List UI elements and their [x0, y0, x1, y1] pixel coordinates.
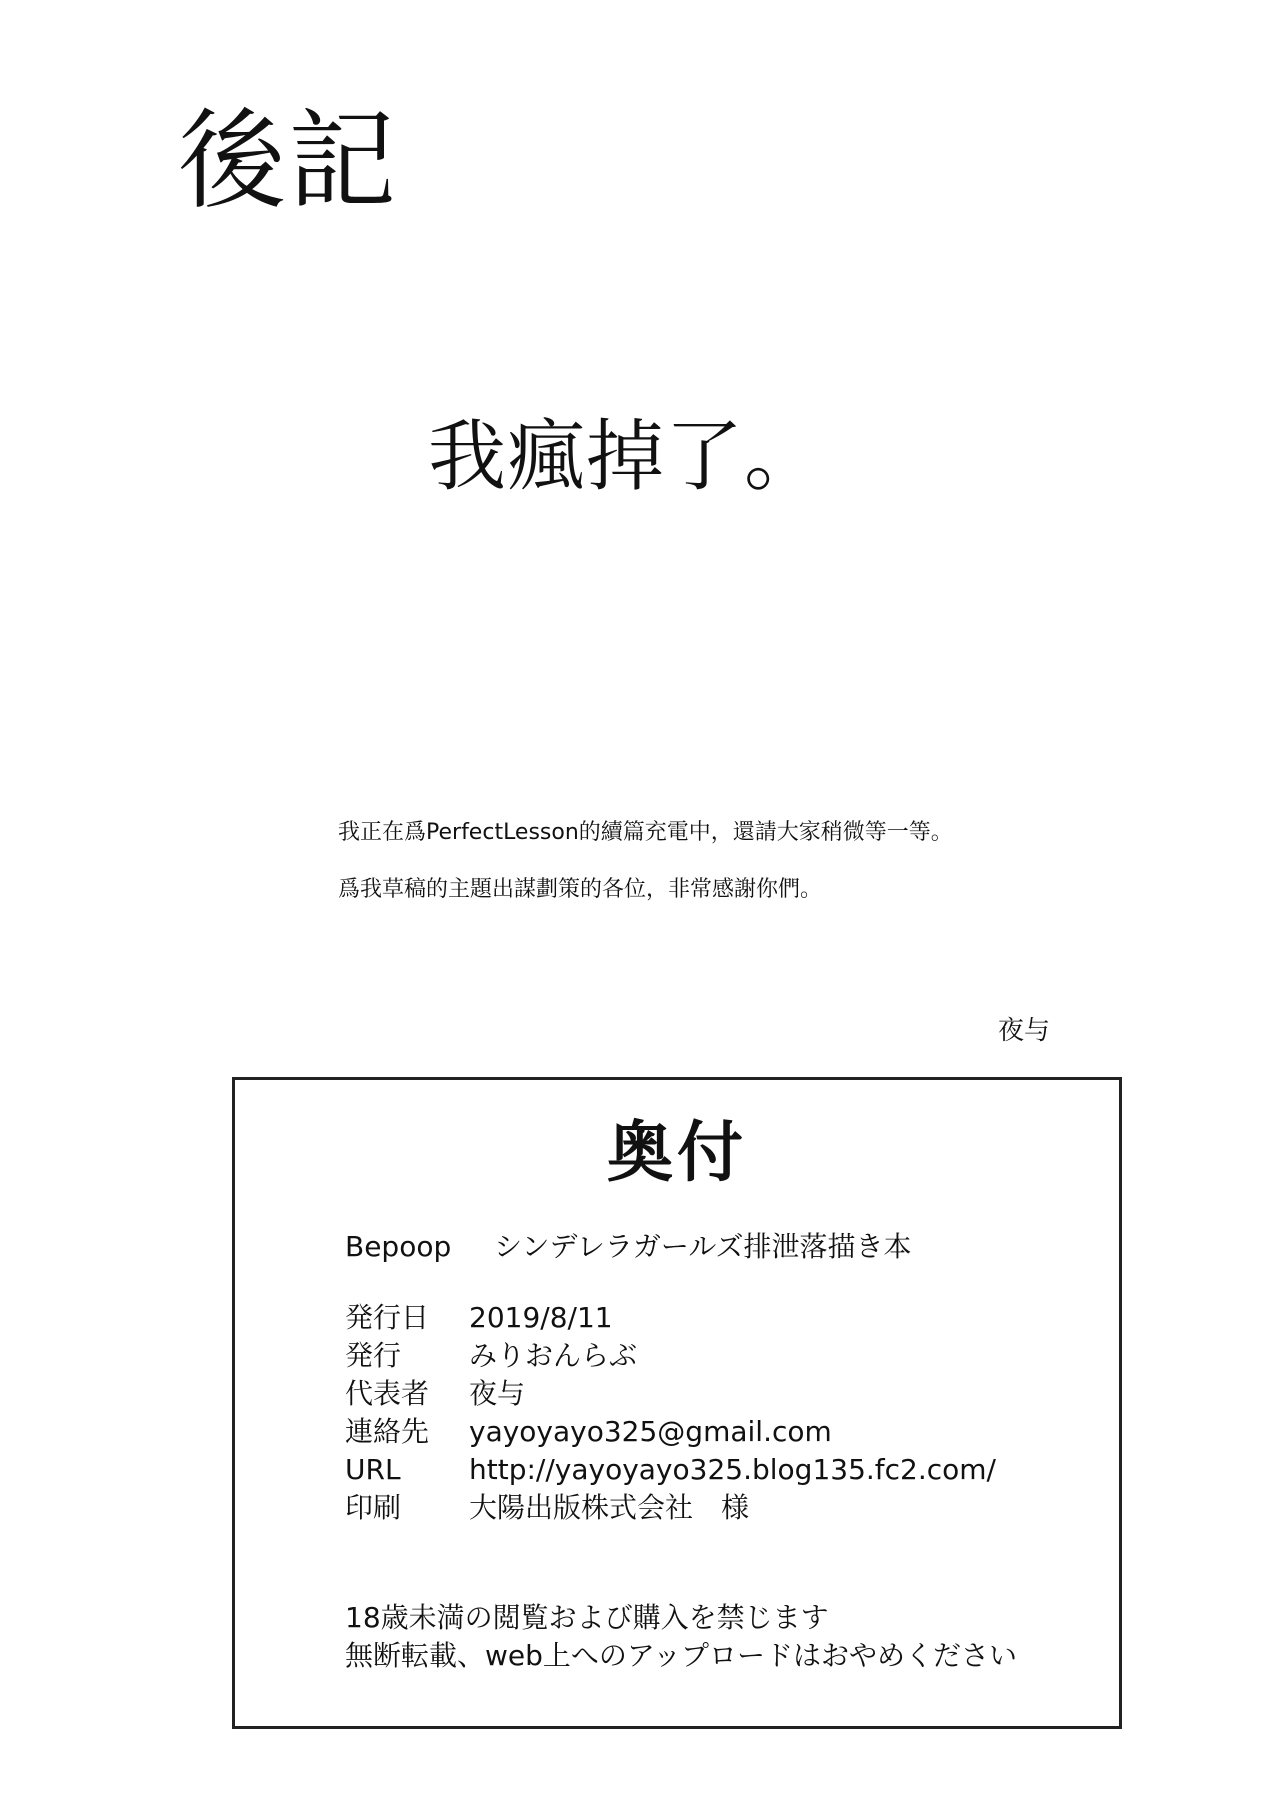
detail-label: 発行日: [345, 1301, 430, 1334]
contact-email: yayoyayo325@gmail.com: [469, 1415, 832, 1448]
detail-label: 印刷: [345, 1491, 402, 1524]
detail-value: みりおんらぶ: [469, 1339, 638, 1372]
colophon-details: [345, 1301, 996, 1532]
detail-label: 連絡先: [345, 1415, 430, 1448]
colophon-title: 奥付: [607, 1114, 747, 1191]
circle-name: Bepoop: [345, 1230, 452, 1263]
book-title-line: [345, 1230, 912, 1263]
detail-row-publisher: [345, 1339, 996, 1380]
detail-row-representative: [345, 1377, 996, 1418]
website-url: http://yayoyayo325.blog135.fc2.com/: [469, 1453, 996, 1486]
detail-label: URL: [345, 1453, 401, 1486]
colophon-notices: [345, 1601, 1017, 1680]
detail-row-url: [345, 1453, 996, 1494]
detail-row-contact: [345, 1415, 996, 1456]
detail-label: 発行: [345, 1339, 402, 1372]
detail-row-publish-date: [345, 1301, 996, 1342]
detail-value: 大陽出版株式会社 様: [469, 1491, 750, 1524]
detail-label: 代表者: [345, 1377, 430, 1410]
age-restriction-notice: 18歳未満の閲覧および購入を禁じます: [345, 1601, 829, 1634]
afterword-body-line: 我正在爲PerfectLesson的續篇充電中，還請大家稍微等一等。: [338, 820, 953, 845]
book-title: シンデレラガールズ排泄落描き本: [494, 1230, 912, 1263]
afterword-body-line: 爲我草稿的主題出謀劃策的各位，非常感謝你們。: [338, 877, 823, 902]
detail-value: 2019/8/11: [469, 1301, 613, 1334]
afterword-title: 後記: [178, 99, 399, 224]
detail-row-printer: [345, 1491, 996, 1532]
colophon-box: [232, 1077, 1122, 1729]
detail-value: 夜与: [469, 1377, 526, 1410]
author-signature: 夜与: [998, 1016, 1051, 1046]
reproduction-notice: 無断転載、web上へのアップロードはおやめください: [345, 1639, 1017, 1672]
afterword-headline: 我瘋掉了。: [428, 412, 824, 502]
